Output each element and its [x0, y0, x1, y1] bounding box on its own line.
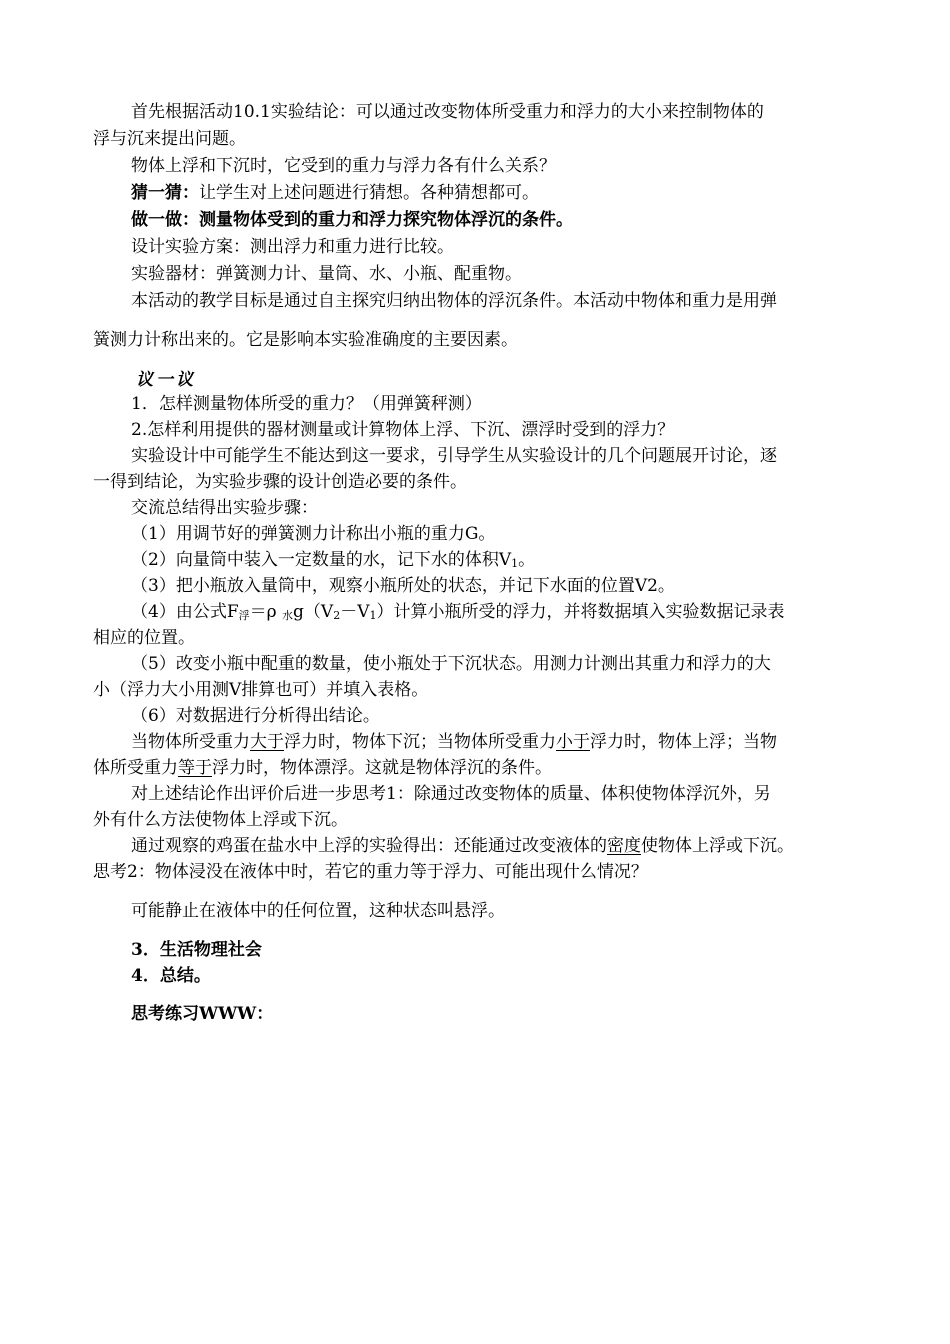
- discuss-q1: 1．怎样测量物体所受的重力？（用弹簧秤测）: [131, 394, 482, 414]
- question-line: 物体上浮和下沉时，它受到的重力与浮力各有什么关系？: [131, 156, 556, 176]
- think-1-line-1: 对上述结论作出评价后进一步思考1：除通过改变物体的质量、体积使物体浮沉外，另: [131, 784, 771, 804]
- underlined-term: 小于: [556, 732, 590, 752]
- goal-line-1: 本活动的教学目标是通过自主探究归纳出物体的浮沉条件。本活动中物体和重力是用弹: [131, 291, 777, 311]
- do-title: 做一做：测量物体受到的重力和浮力探究物体浮沉的条件。: [131, 210, 573, 230]
- goal-line-2: 簧测力计称出来的。它是影响本实验准确度的主要因素。: [93, 330, 518, 350]
- suspension-line: 可能静止在液体中的任何位置，这种状态叫悬浮。: [131, 901, 505, 921]
- underlined-term: 等于: [178, 758, 212, 778]
- egg-experiment-line: 通过观察的鸡蛋在盐水中上浮的实验得出：还能通过改变液体的密度使物体上浮或下沉。: [131, 836, 794, 856]
- guess-line: [131, 181, 539, 205]
- steps-summary: 交流总结得出实验步骤：: [131, 498, 318, 518]
- step-4-line-2: 相应的位置。: [93, 628, 195, 648]
- subscript: 水: [282, 609, 294, 622]
- think-1-line-2: 外有什么方法使物体上浮或下沉。: [93, 810, 348, 830]
- subscript: 2: [333, 609, 341, 622]
- section-4-heading: 4．总结。: [131, 966, 211, 986]
- subscript: 浮: [238, 609, 250, 622]
- intro-line-2: 浮与沉来提出问题。: [93, 129, 246, 149]
- guess-label: 猜一猜：: [131, 183, 199, 203]
- step-6: （6）对数据进行分析得出结论。: [131, 706, 380, 726]
- equipment-line: 实验器材：弹簧测力计、量筒、水、小瓶、配重物。: [131, 264, 522, 284]
- subscript: 1: [369, 609, 377, 622]
- discuss-heading: 议一议: [136, 370, 196, 390]
- step-3: （3）把小瓶放入量筒中，观察小瓶所处的状态，并记下水面的位置V2。: [131, 576, 675, 596]
- conclusion-line-1: 当物体所受重力大于浮力时，物体下沉；当物体所受重力小于浮力时，物体上浮；当物: [131, 732, 777, 752]
- section-3-heading: 3．生活物理社会: [131, 940, 262, 960]
- discuss-design-line-1: 实验设计中可能学生不能达到这一要求，引导学生从实验设计的几个问题展开讨论，逐: [131, 446, 777, 466]
- design-line: 设计实验方案：测出浮力和重力进行比较。: [131, 237, 454, 257]
- intro-line-1: 首先根据活动10.1实验结论：可以通过改变物体所受重力和浮力的大小来控制物体的: [131, 102, 764, 122]
- step-2: （2）向量筒中装入一定数量的水，记下水的体积V1。: [131, 550, 536, 570]
- guess-text: 让学生对上述问题进行猜想。各种猜想都可。: [199, 183, 539, 203]
- discuss-design-line-2: 一得到结论，为实验步骤的设计创造必要的条件。: [93, 472, 467, 492]
- step-1: （1）用调节好的弹簧测力计称出小瓶的重力G。: [131, 524, 496, 544]
- subscript: 1: [511, 557, 519, 570]
- underlined-term: 大于: [250, 732, 284, 752]
- underlined-term: 密度: [607, 836, 641, 856]
- think-2-line: 思考2：物体浸没在液体中时，若它的重力等于浮力、可能出现什么情况？: [93, 862, 648, 882]
- step-4: （4）由公式F浮＝ρ 水g（V2－V1）计算小瓶所受的浮力，并将数据填入实验数据记录表: [131, 602, 785, 622]
- conclusion-line-2: 体所受重力等于浮力时，物体漂浮。这就是物体浮沉的条件。: [93, 758, 552, 778]
- discuss-q2: 2.怎样利用提供的器材测量或计算物体上浮、下沉、漂浮时受到的浮力？: [131, 420, 675, 440]
- step-5-line-1: （5）改变小瓶中配重的数量，使小瓶处于下沉状态。用测力计测出其重力和浮力的大: [131, 654, 771, 674]
- step-5-line-2: 小（浮力大小用测V排算也可）并填入表格。: [93, 680, 429, 700]
- practice-heading: 思考练习WWW：: [131, 1004, 274, 1024]
